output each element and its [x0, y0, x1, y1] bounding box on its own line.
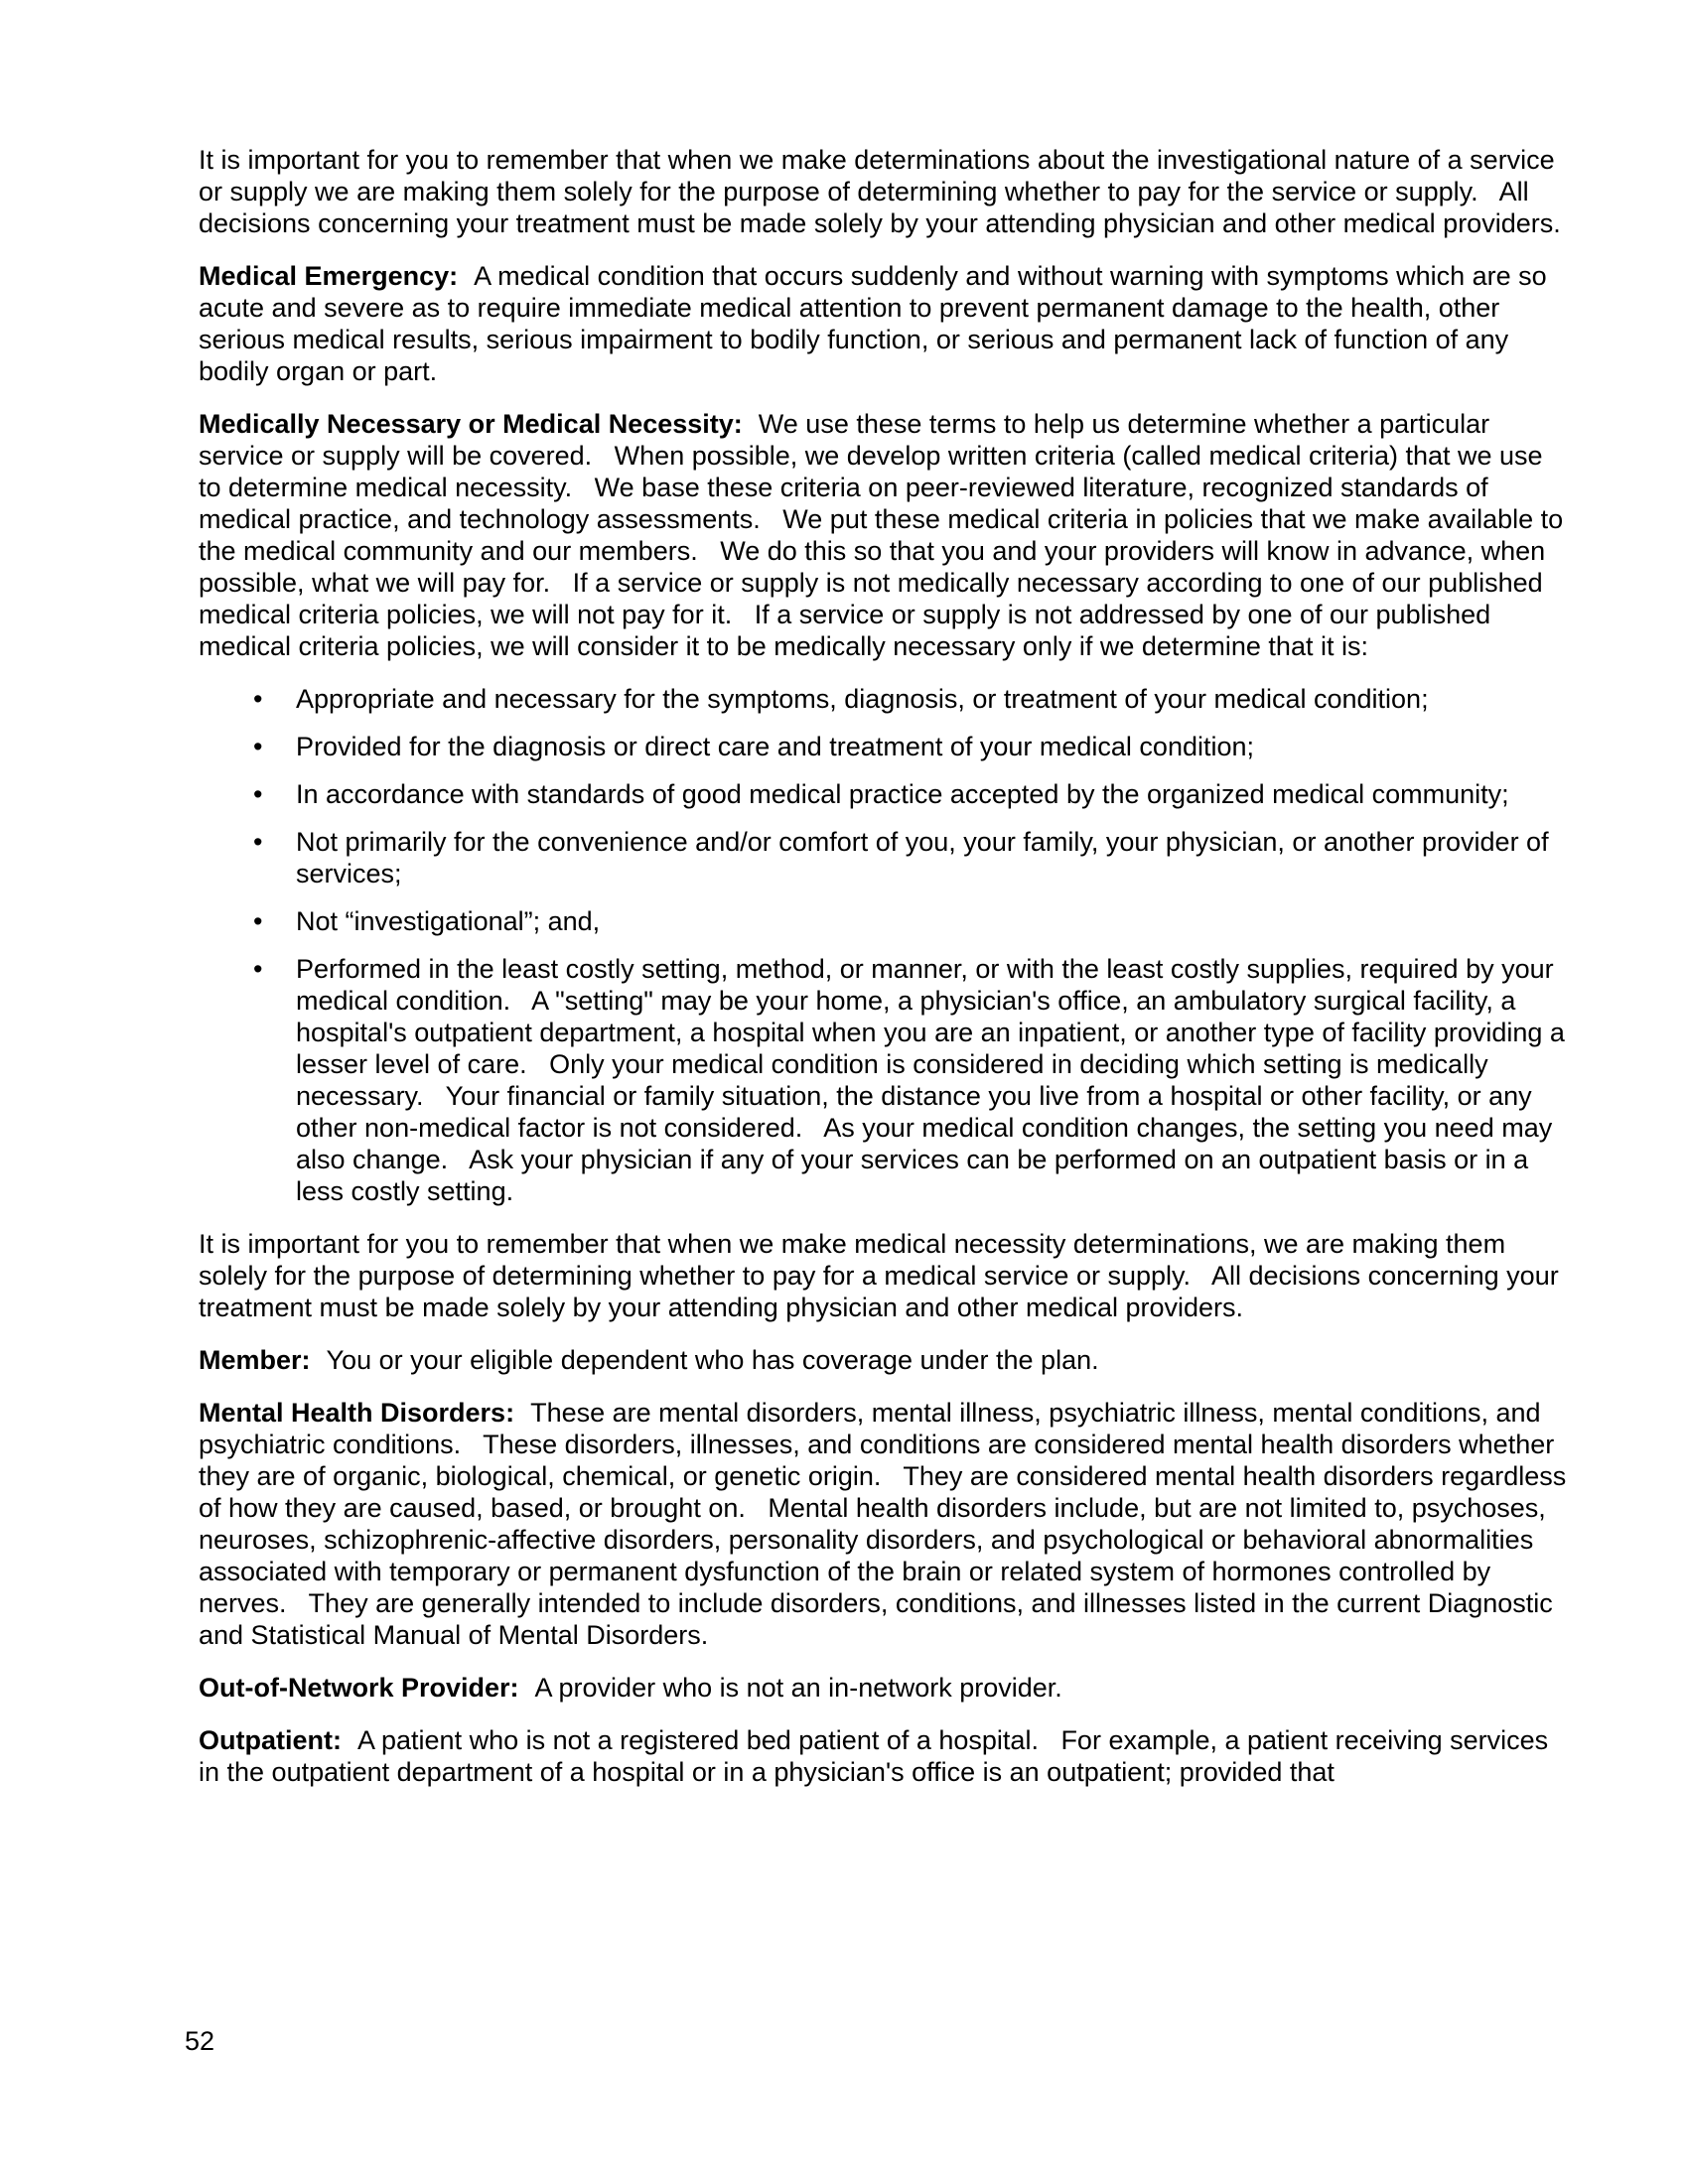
note-paragraph: It is important for you to remember that when we make medical necessity determinations, we are making them solely for the purpose of determining whether to pay for a medical service or supply. All decisions concerning your treatment must be made solely by your attending physician and other medical providers. [199, 1229, 1567, 1322]
list-item-text: Not primarily for the convenience and/or comfort of you, your family, your physician, or another provider of services; [296, 827, 1557, 888]
definition-medically-necessary [199, 408, 1571, 662]
list-item-text: Provided for the diagnosis or direct care and treatment of your medical condition; [296, 732, 1255, 761]
list-item-text: Not “investigational”; and, [296, 906, 601, 936]
definition-text: A medical condition that occurs suddenly and without warning with symptoms which are so acute and severe as to require immediate medical attention to prevent permanent damage to the health, other serious medical results, serious impairment to bodily function, or serious and permanent lack of function of any bodily organ or part. [199, 261, 1555, 386]
definition-term: Medically Necessary or Medical Necessity: [199, 409, 743, 439]
bullet-icon: • [253, 906, 263, 936]
definition-term: Mental Health Disorders: [199, 1398, 515, 1428]
bullet-icon: • [253, 827, 263, 857]
definition-term: Member: [199, 1345, 311, 1375]
definition-text: We use these terms to help us determine whether a particular service or supply will be covered. When possible, we develop written criteria (called medical criteria) that we use to determine medical necessity. We base these criteria on peer-reviewed literature, recognized standards of medical practice, and technology assessments. We put these medical criteria in policies that we make available to the medical community and our members. We do this so that you and your providers will know in advance, when possible, what we will pay for. If a service or supply is not medically necessary according to one of our published medical criteria policies, we will not pay for it. If a service or supply is not addressed by one of our published medical criteria policies, we will consider it to be medically necessary only if we determine that it is: [199, 409, 1571, 661]
list-item-text: In accordance with standards of good medical practice accepted by the organized medical community; [296, 779, 1509, 809]
definition-outpatient [199, 1724, 1567, 1788]
list-item [199, 683, 1567, 715]
list-item [199, 905, 1567, 937]
definition-text: A patient who is not a registered bed patient of a hospital. For example, a patient receiving services in the outpatient department of a hospital or in a physician's office is an outpatient; provided that [199, 1725, 1556, 1787]
page-content [199, 144, 1574, 1809]
definition-text: You or your eligible dependent who has coverage under the plan. [326, 1345, 1099, 1375]
list-item [199, 731, 1567, 762]
intro-paragraph: It is important for you to remember that when we make determinations about the investigational nature of a service or supply we are making them solely for the purpose of determining whether to pay for the service or supply. All decisions concerning your treatment must be made solely by your attending physician and other medical providers. [199, 145, 1563, 238]
bullet-icon: • [253, 684, 263, 714]
bullet-icon: • [253, 732, 263, 761]
list-item [199, 778, 1567, 810]
definition-term: Outpatient: [199, 1725, 342, 1755]
definition-member [199, 1344, 1567, 1376]
bullet-icon: • [253, 779, 263, 809]
list-item [199, 826, 1567, 889]
list-item-text: Performed in the least costly setting, method, or manner, or with the least costly supplies, required by your medical condition. A "setting" may be your home, a physician's office, an ambulatory surgical facility, a hospital's outpatient department, a hospital when you are an inpatient, or another type of facility providing a lesser level of care. Only your medical condition is considered in deciding which setting is medically necessary. Your financial or family situation, the distance you live from a hospital or other facility, or any other non-medical factor is not considered. As your medical condition changes, the setting you need may also change. Ask your physician if any of your services can be performed on an outpatient basis or in a less costly setting. [296, 954, 1573, 1206]
definition-out-of-network-provider [199, 1672, 1567, 1704]
definition-term: Medical Emergency: [199, 261, 459, 291]
definition-term: Out-of-Network Provider: [199, 1673, 519, 1703]
definition-text: These are mental disorders, mental illness, psychiatric illness, mental conditions, and psychiatric conditions. These disorders, illnesses, and conditions are considered mental health disorders whether they are of organic, biological, chemical, or genetic origin. They are considered mental health disorders regardless of how they are caused, based, or brought on. Mental health disorders include, but are not limited to, psychoses, neuroses, schizophrenic-affective disorders, personality disorders, and psychological or behavioral abnormalities associated with temporary or permanent dysfunction of the brain or related system of hormones controlled by nerves. They are generally intended to include disorders, conditions, and illnesses listed in the current Diagnostic and Statistical Manual of Mental Disorders. [199, 1398, 1574, 1650]
definition-mental-health-disorders [199, 1397, 1574, 1651]
definition-text: A provider who is not an in-network provider. [534, 1673, 1062, 1703]
list-item-text: Appropriate and necessary for the symptoms, diagnosis, or treatment of your medical condition; [296, 684, 1429, 714]
list-item [199, 953, 1573, 1207]
bullet-icon: • [253, 954, 263, 984]
page-number: 52 [185, 2026, 215, 2056]
definition-medical-emergency [199, 260, 1567, 387]
medical-necessity-criteria-list [199, 683, 1573, 1207]
